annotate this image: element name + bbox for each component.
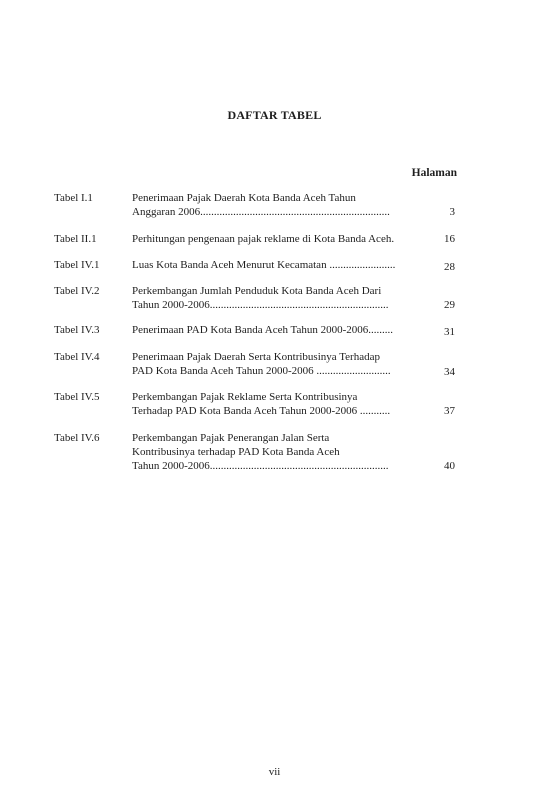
table-number: Tabel IV.1 <box>54 259 100 271</box>
table-title: Penerimaan Pajak Daerah Serta Kontribusinya Terhadap PAD Kota Banda Aceh Tahun 2000-2006 ........................... <box>132 351 391 377</box>
table-title: Luas Kota Banda Aceh Menurut Kecamatan ........................ <box>132 259 396 271</box>
page-number: 34 <box>444 366 455 378</box>
table-number: Tabel IV.2 <box>54 285 100 297</box>
page-column-header: Halaman <box>411 167 457 179</box>
table-title: Perkembangan Pajak Reklame Serta Kontribusinya Terhadap PAD Kota Banda Aceh Tahun 2000-2006 ........... <box>132 391 391 417</box>
table-title: Perkembangan Jumlah Penduduk Kota Banda Aceh Dari Tahun 2000-2006................................................................. <box>132 285 389 311</box>
table-title: Perkembangan Pajak Penerangan Jalan Serta Kontribusinya terhadap PAD Kota Banda Aceh Tahun 2000-2006................................................................. <box>132 432 389 472</box>
table-number: Tabel II.1 <box>54 233 97 245</box>
footer-page-number: vii <box>268 766 281 778</box>
table-number: Tabel IV.3 <box>54 324 100 336</box>
table-number: Tabel IV.4 <box>54 351 100 363</box>
table-title: Penerimaan Pajak Daerah Kota Banda Aceh Tahun Anggaran 2006..................................................................... <box>132 192 390 218</box>
page-number: 29 <box>444 299 455 311</box>
table-number: Tabel IV.5 <box>54 391 100 403</box>
page-number: 3 <box>449 206 455 218</box>
table-number: Tabel IV.6 <box>54 432 100 444</box>
page-number: 16 <box>444 233 455 245</box>
page-number: 37 <box>444 405 455 417</box>
table-title: Perhitungan pengenaan pajak reklame di Kota Banda Aceh. <box>132 233 395 245</box>
table-title: Penerimaan PAD Kota Banda Aceh Tahun 2000-2006......... <box>132 324 394 336</box>
page-number: 28 <box>444 261 455 273</box>
table-number: Tabel I.1 <box>54 192 93 204</box>
page-title: DAFTAR TABEL <box>227 108 322 122</box>
page-number: 40 <box>444 460 455 472</box>
page-number: 31 <box>444 326 455 338</box>
